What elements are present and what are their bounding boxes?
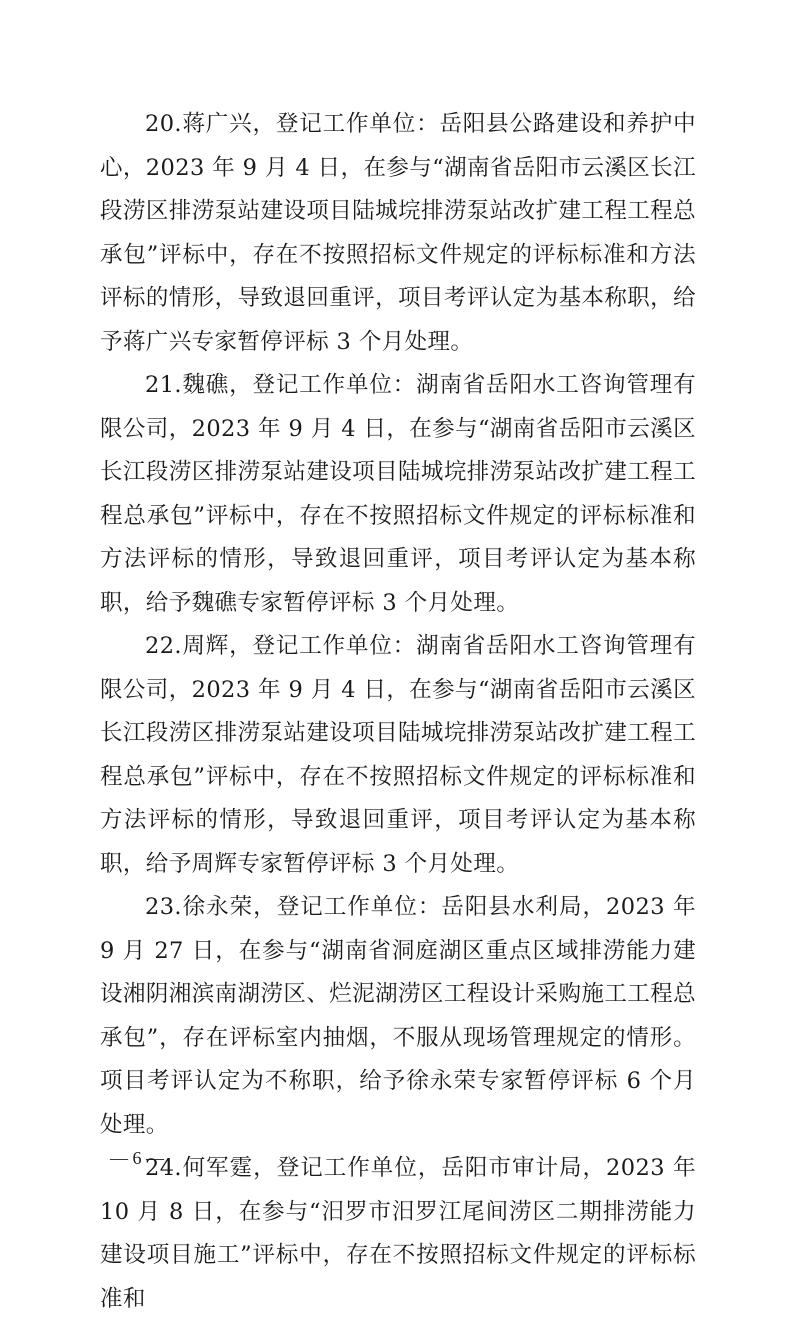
page-number: — 6 — xyxy=(110,1148,164,1168)
document-body xyxy=(100,103,696,1321)
paragraph-item-23: 23.徐永荣，登记工作单位：岳阳县水利局，2023 年 9 月 27 日，在参与“湖南省洞庭湖区重点区域排涝能力建设湘阴湘滨南湖涝区、烂泥湖涝区工程设计采购施工工程总承包”，存在评标室内抽烟，不服从现场管理规定的情形。项目考评认定为不称职，给予徐永荣专家暂停评标 6 个月处理。 xyxy=(100,894,696,1138)
paragraph-item-24: 24.何军霆，登记工作单位，岳阳市审计局，2023 年 10 月 8 日，在参与“汨罗市汨罗江尾间涝区二期排涝能力建设项目施工”评标中，存在不按照招标文件规定的评标标准和 xyxy=(100,1155,696,1312)
paragraph-item-22: 22.周辉，登记工作单位：湖南省岳阳水工咨询管理有限公司，2023 年 9 月 4 日，在参与“湖南省岳阳市云溪区长江段涝区排涝泵站建设项目陆城垸排涝泵站改扩建工程工程总承包”评标中，存在不按照招标文件规定的评标标准和方法评标的情形，导致退回重评，项目考评认定为基本称职，给予周辉专家暂停评标 3 个月处理。 xyxy=(100,633,696,877)
paragraph-item-20: 20.蒋广兴，登记工作单位：岳阳县公路建设和养护中心，2023 年 9 月 4 日，在参与“湖南省岳阳市云溪区长江段涝区排涝泵站建设项目陆城垸排涝泵站改扩建工程工程总承包”评标中，存在不按照招标文件规定的评标标准和方法评标的情形，导致退回重评，项目考评认定为基本称职，给予蒋广兴专家暂停评标 3 个月处理。 xyxy=(100,111,696,355)
paragraph-item-21: 21.魏礁，登记工作单位：湖南省岳阳水工咨询管理有限公司，2023 年 9 月 4 日，在参与“湖南省岳阳市云溪区长江段涝区排涝泵站建设项目陆城垸排涝泵站改扩建工程工程总承包”评标中，存在不按照招标文件规定的评标标准和方法评标的情形，导致退回重评，项目考评认定为基本称职，给予魏礁专家暂停评标 3 个月处理。 xyxy=(100,372,696,616)
